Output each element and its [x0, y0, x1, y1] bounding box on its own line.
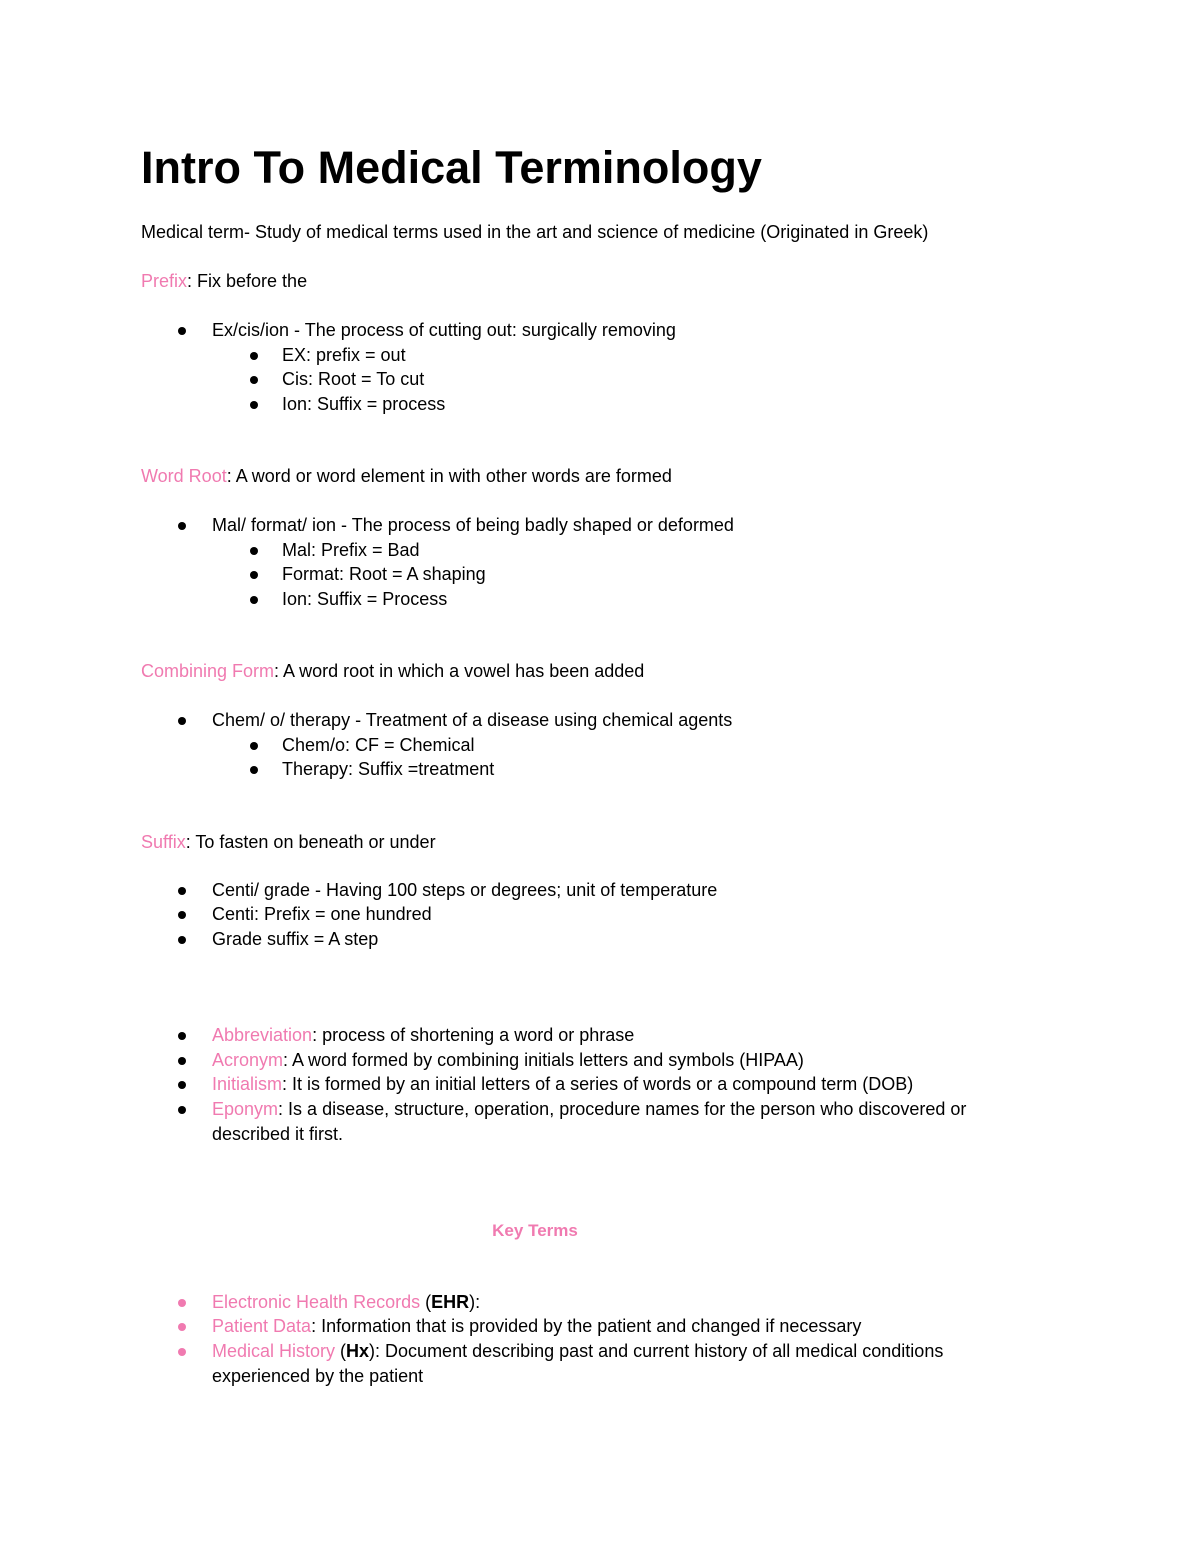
bullet-icon — [250, 547, 258, 555]
definition-item — [212, 1048, 804, 1072]
definition-item — [212, 1023, 634, 1047]
prefix-part: Ion: Suffix = process — [282, 394, 446, 414]
key-term-item — [212, 1314, 861, 1338]
bullet-icon — [178, 1106, 186, 1114]
intro-paragraph: Medical term- Study of medical terms used in the art and science of medicine (Originated in Greek) — [141, 222, 929, 242]
suffix-item: Centi: Prefix = one hundred — [212, 904, 432, 924]
bullet-icon — [178, 327, 186, 335]
key-term-text: : Information that is provided by the patient and changed if necessary — [311, 1316, 862, 1336]
combining-form-definition-text: : A word root in which a vowel has been added — [274, 661, 645, 681]
key-term-abbreviation: Hx — [346, 1341, 370, 1361]
bullet-icon — [250, 596, 258, 604]
word-root-part: Mal: Prefix = Bad — [282, 540, 420, 560]
suffix-definition — [141, 830, 436, 854]
prefix-definition-text: : Fix before the — [187, 271, 308, 291]
key-term-text: ( — [335, 1341, 347, 1361]
bullet-icon — [178, 1032, 186, 1040]
combining-form-example: Chem/ o/ therapy - Treatment of a disease using chemical agents — [212, 710, 733, 730]
bullet-icon — [250, 376, 258, 384]
key-term-text: ): Document describing past and current history of all medical conditions experienced by the patient — [212, 1341, 944, 1386]
key-term: Medical History — [212, 1341, 336, 1361]
prefix-example: Ex/cis/ion - The process of cutting out: surgically removing — [212, 320, 676, 340]
key-term: Patient Data — [212, 1316, 312, 1336]
key-term-text: ( — [420, 1292, 432, 1312]
definition-term: Initialism — [212, 1074, 283, 1094]
definition-item — [212, 1097, 1012, 1147]
definition-term: Abbreviation — [212, 1025, 313, 1045]
definition-text: : It is formed by an initial letters of a series of words or a compound term (DOB) — [282, 1074, 914, 1094]
key-term-item — [212, 1339, 1012, 1389]
bullet-icon — [250, 571, 258, 579]
key-term-item — [212, 1290, 480, 1314]
bullet-icon — [178, 887, 186, 895]
prefix-part: Cis: Root = To cut — [282, 369, 425, 389]
bullet-icon — [178, 1299, 186, 1307]
bullet-icon — [178, 911, 186, 919]
page-title: Intro To Medical Terminology — [141, 142, 762, 193]
key-term: Electronic Health Records — [212, 1292, 421, 1312]
bullet-icon — [178, 522, 186, 530]
bullet-icon — [250, 352, 258, 360]
definition-item — [212, 1072, 913, 1096]
suffix-item: Centi/ grade - Having 100 steps or degrees; unit of temperature — [212, 880, 718, 900]
word-root-part: Format: Root = A shaping — [282, 564, 486, 584]
word-root-part: Ion: Suffix = Process — [282, 589, 448, 609]
combining-form-term: Combining Form — [141, 661, 275, 681]
suffix-term: Suffix — [141, 832, 186, 852]
key-terms-heading: Key Terms — [492, 1221, 578, 1240]
word-root-term: Word Root — [141, 466, 227, 486]
word-root-definition — [141, 464, 672, 488]
suffix-item: Grade suffix = A step — [212, 929, 379, 949]
key-term-text: ): — [469, 1292, 481, 1312]
definition-text: : Is a disease, structure, operation, procedure names for the person who discovered or described it first. — [212, 1099, 967, 1144]
word-root-example: Mal/ format/ ion - The process of being badly shaped or deformed — [212, 515, 734, 535]
word-root-definition-text: : A word or word element in with other words are formed — [226, 466, 672, 486]
bullet-icon — [250, 766, 258, 774]
bullet-icon — [178, 1348, 186, 1356]
bullet-icon — [178, 717, 186, 725]
prefix-definition — [141, 269, 307, 293]
prefix-term: Prefix — [141, 271, 188, 291]
key-term-abbreviation: EHR — [431, 1292, 470, 1312]
bullet-icon — [178, 1057, 186, 1065]
combining-form-definition — [141, 659, 644, 683]
suffix-definition-text: : To fasten on beneath or under — [185, 832, 436, 852]
definition-term: Acronym — [212, 1050, 284, 1070]
prefix-part: EX: prefix = out — [282, 345, 406, 365]
bullet-icon — [250, 401, 258, 409]
definition-text: : process of shortening a word or phrase — [312, 1025, 635, 1045]
definition-term: Eponym — [212, 1099, 279, 1119]
bullet-icon — [178, 1081, 186, 1089]
bullet-icon — [250, 742, 258, 750]
definition-text: : A word formed by combining initials letters and symbols (HIPAA) — [283, 1050, 804, 1070]
bullet-icon — [178, 936, 186, 944]
combining-form-part: Therapy: Suffix =treatment — [282, 759, 495, 779]
bullet-icon — [178, 1323, 186, 1331]
combining-form-part: Chem/o: CF = Chemical — [282, 735, 475, 755]
